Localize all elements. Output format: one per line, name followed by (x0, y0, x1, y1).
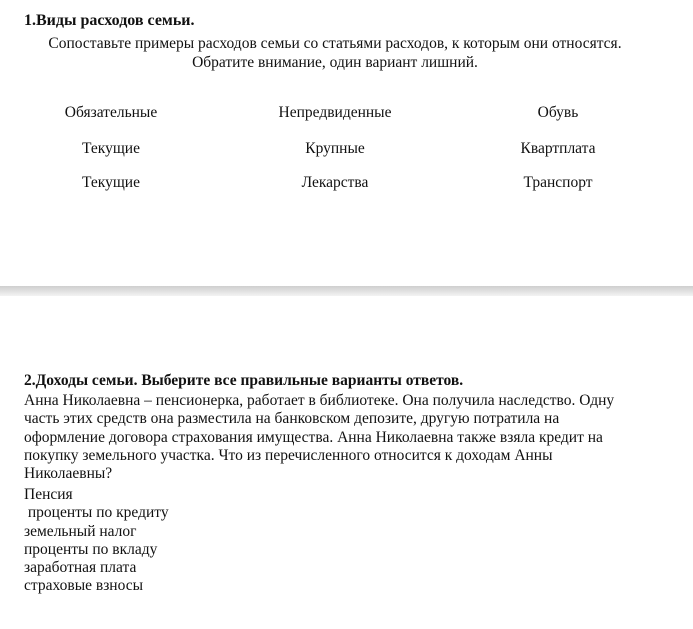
answer-option[interactable]: Пенсия (24, 486, 73, 503)
task1-instruction-line2: Обратите внимание, один вариант лишний. (192, 54, 478, 71)
grid-cell[interactable]: Лекарства (301, 174, 369, 191)
task2-panel (0, 296, 693, 629)
grid-cell[interactable]: Обязательные (64, 104, 158, 121)
grid-cell[interactable]: Транспорт (523, 174, 593, 191)
answer-option[interactable]: заработная плата (24, 559, 137, 577)
task1-instruction-line1: Сопоставьте примеры расходов семьи со статьями расходов, к которым они относятся. (48, 35, 622, 52)
answer-option[interactable]: земельный налог (24, 522, 137, 540)
grid-cell[interactable]: Крупные (305, 140, 365, 157)
task2-text: Анна Николаевна – пенсионерка, работает в библиотеке. Она получила наследство. Одну часть этих средств она разместила на банковском депозите, другую потратила на оформление договора страхования имущества. Анна Николаевна также взяла кредит на покупку земельного участка. Что из перечисленного относится к доходам Анны Николаевны? (24, 392, 615, 483)
grid-cell[interactable]: Непредвиденные (278, 104, 392, 121)
grid-cell[interactable]: Обувь (537, 104, 579, 121)
grid-cell[interactable]: Текущие (82, 140, 140, 157)
answer-options (24, 486, 169, 596)
task1-panel (0, 0, 693, 286)
grid-cell[interactable]: Текущие (82, 174, 140, 191)
task1-instructions (0, 34, 670, 72)
task2-title: 2.Доходы семьи. Выберите все правильные варианты ответов. (24, 372, 464, 389)
answer-option[interactable]: проценты по кредиту (24, 504, 169, 522)
grid-cell[interactable]: Квартплата (520, 140, 596, 157)
task1-title: 1.Виды расходов семьи. (24, 12, 195, 29)
section-divider (0, 286, 693, 296)
answer-option[interactable]: страховые взносы (24, 577, 144, 595)
answer-option[interactable]: проценты по вкладу (24, 540, 158, 558)
